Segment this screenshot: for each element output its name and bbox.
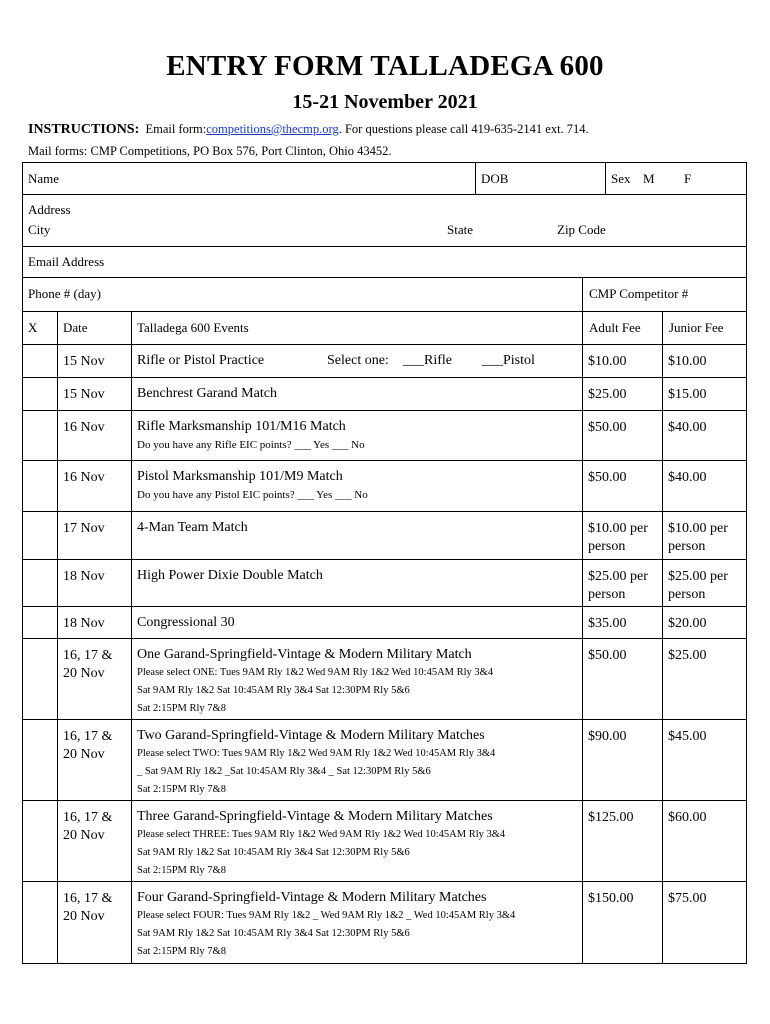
- junior-fee: $10.00: [668, 354, 707, 369]
- pistol-option[interactable]: ___Pistol: [482, 353, 535, 368]
- event-select-checkbox[interactable]: [23, 801, 57, 881]
- event-date-cell: [57, 345, 131, 377]
- event-date: 16, 17 & 20 Nov: [63, 729, 113, 762]
- event-select-checkbox[interactable]: [23, 378, 57, 410]
- junior-fee: $40.00: [668, 420, 707, 435]
- event-date: 16, 17 & 20 Nov: [63, 891, 113, 924]
- adult-fee: $35.00: [588, 616, 627, 631]
- address-label: Address: [28, 202, 71, 217]
- header-x: [23, 312, 57, 344]
- event-date-cell: [57, 411, 131, 460]
- event-title: 4-Man Team Match: [137, 520, 248, 535]
- relay-options-line[interactable]: Sat 2:15PM Rly 7&8: [137, 865, 226, 876]
- event-row: [22, 720, 747, 801]
- header-events-label: Talladega 600 Events: [137, 320, 249, 335]
- name-row: [22, 162, 747, 195]
- header-date-label: Date: [63, 320, 88, 335]
- event-name-cell: [131, 882, 582, 963]
- event-date-cell: [57, 378, 131, 410]
- event-title: Rifle Marksmanship 101/M16 Match: [137, 419, 346, 434]
- event-name-cell: [131, 639, 582, 719]
- event-date: 18 Nov: [63, 569, 105, 584]
- adult-fee-cell: [582, 882, 662, 963]
- event-row: [22, 411, 747, 461]
- junior-fee: $40.00: [668, 470, 707, 485]
- junior-fee: $25.00 per person: [668, 569, 728, 602]
- header-adult-fee-label: Adult Fee: [589, 320, 641, 335]
- form-dates: 15-21 November 2021: [292, 91, 478, 113]
- event-title: Three Garand-Springfield-Vintage & Modern Military Matches: [137, 809, 493, 824]
- adult-fee: $50.00: [588, 420, 627, 435]
- junior-fee-cell: [662, 378, 746, 410]
- adult-fee-cell: [582, 345, 662, 377]
- header-adult-fee: [582, 312, 662, 344]
- junior-fee: $25.00: [668, 648, 707, 663]
- junior-fee-cell: [662, 512, 746, 559]
- event-rows: [22, 345, 747, 964]
- junior-fee-cell: [662, 345, 746, 377]
- junior-fee-cell: [662, 720, 746, 800]
- event-row: [22, 461, 747, 512]
- adult-fee: $150.00: [588, 891, 634, 906]
- eic-question[interactable]: Do you have any Rifle EIC points? ___ Yes ___ No: [137, 439, 365, 451]
- junior-fee-cell: [662, 801, 746, 881]
- adult-fee-cell: [582, 801, 662, 881]
- event-date: 16, 17 & 20 Nov: [63, 648, 113, 681]
- relay-options-line[interactable]: Sat 9AM Rly 1&2 Sat 10:45AM Rly 3&4 Sat 12:30PM Rly 5&6: [137, 847, 410, 858]
- adult-fee: $50.00: [588, 648, 627, 663]
- zip-label: Zip Code: [557, 222, 606, 237]
- state-label: State: [447, 222, 473, 237]
- event-row: [22, 378, 747, 411]
- junior-fee-cell: [662, 882, 746, 963]
- event-row: [22, 607, 747, 639]
- email-prefix: Email form:: [145, 122, 207, 136]
- event-title: Rifle or Pistol Practice: [137, 353, 265, 368]
- adult-fee: $25.00: [588, 387, 627, 402]
- event-title: Benchrest Garand Match: [137, 386, 277, 401]
- event-select-checkbox[interactable]: [23, 461, 57, 511]
- junior-fee: $75.00: [668, 891, 707, 906]
- event-date-cell: [57, 882, 131, 963]
- instructions-label: INSTRUCTIONS:: [28, 122, 140, 137]
- event-title: Congressional 30: [137, 615, 235, 630]
- event-name-cell: [131, 560, 582, 606]
- adult-fee-cell: [582, 720, 662, 800]
- relay-options-line[interactable]: Sat 2:15PM Rly 7&8: [137, 703, 226, 714]
- city-label: City: [28, 222, 51, 237]
- event-date: 18 Nov: [63, 616, 105, 631]
- relay-options-line[interactable]: Please select FOUR: Tues 9AM Rly 1&2 _ Wed 9AM Rly 1&2 _ Wed 10:45AM Rly 3&4: [137, 910, 516, 921]
- instructions-phone: . For questions please call 419-635-2141 ext. 714.: [338, 122, 589, 136]
- dob-field[interactable]: [475, 163, 605, 194]
- entry-form: [22, 162, 747, 964]
- relay-options-line[interactable]: Sat 2:15PM Rly 7&8: [137, 946, 226, 957]
- sex-label: Sex: [611, 171, 631, 186]
- email-row[interactable]: [22, 247, 747, 278]
- event-date-cell: [57, 560, 131, 606]
- event-date: 17 Nov: [63, 521, 105, 536]
- event-row: [22, 882, 747, 964]
- adult-fee: $25.00 per person: [588, 569, 648, 602]
- cmp-number-field[interactable]: [582, 278, 746, 311]
- event-select-checkbox[interactable]: [23, 639, 57, 719]
- adult-fee: $90.00: [588, 729, 627, 744]
- event-date: 16 Nov: [63, 420, 105, 435]
- junior-fee-cell: [662, 411, 746, 460]
- event-name-cell: [131, 720, 582, 800]
- junior-fee-cell: [662, 461, 746, 511]
- adult-fee: $125.00: [588, 810, 634, 825]
- event-title: One Garand-Springfield-Vintage & Modern Military Match: [137, 647, 472, 662]
- header-x-label: X: [28, 320, 38, 335]
- event-name-cell: [131, 345, 582, 377]
- junior-fee-cell: [662, 639, 746, 719]
- event-name-cell: [131, 607, 582, 638]
- event-select-prompt: Select one:: [327, 353, 389, 368]
- adult-fee: $10.00 per person: [588, 521, 648, 554]
- junior-fee: $10.00 per person: [668, 521, 728, 554]
- event-date-cell: [57, 607, 131, 638]
- relay-options-line[interactable]: Sat 9AM Rly 1&2 Sat 10:45AM Rly 3&4 Sat 12:30PM Rly 5&6: [137, 685, 410, 696]
- event-row: [22, 512, 747, 560]
- adult-fee-cell: [582, 378, 662, 410]
- adult-fee-cell: [582, 461, 662, 511]
- phone-field[interactable]: [23, 278, 582, 311]
- event-title: Pistol Marksmanship 101/M9 Match: [137, 469, 343, 484]
- name-label: Name: [28, 171, 60, 186]
- name-field[interactable]: [23, 163, 475, 194]
- relay-options-line[interactable]: Sat 9AM Rly 1&2 Sat 10:45AM Rly 3&4 Sat 12:30PM Rly 5&6: [137, 928, 410, 939]
- event-select-checkbox[interactable]: [23, 512, 57, 559]
- instructions-line: [28, 122, 589, 138]
- event-name-cell: [131, 411, 582, 460]
- junior-fee: $60.00: [668, 810, 707, 825]
- event-date-cell: [57, 461, 131, 511]
- event-name-cell: [131, 378, 582, 410]
- relay-options-line[interactable]: Please select THREE: Tues 9AM Rly 1&2 Wed 9AM Rly 1&2 Wed 10:45AM Rly 3&4: [137, 829, 506, 840]
- adult-fee-cell: [582, 560, 662, 606]
- event-title: Two Garand-Springfield-Vintage & Modern Military Matches: [137, 728, 485, 743]
- sex-field[interactable]: [605, 163, 746, 194]
- relay-options-line[interactable]: Sat 2:15PM Rly 7&8: [137, 784, 226, 795]
- event-title: High Power Dixie Double Match: [137, 568, 323, 583]
- event-select-checkbox[interactable]: [23, 560, 57, 606]
- rifle-option[interactable]: ___Rifle: [403, 353, 452, 368]
- junior-fee-cell: [662, 560, 746, 606]
- event-date: 15 Nov: [63, 354, 105, 369]
- event-date-cell: [57, 639, 131, 719]
- event-date-cell: [57, 801, 131, 881]
- email-address-label: Email Address: [28, 254, 105, 269]
- header-junior-fee: [662, 312, 746, 344]
- email-link[interactable]: competitions@thecmp.org: [206, 122, 339, 136]
- junior-fee: $20.00: [668, 616, 707, 631]
- event-row: [22, 639, 747, 720]
- header-date: [57, 312, 131, 344]
- event-date: 16 Nov: [63, 470, 105, 485]
- phone-row: [22, 278, 747, 312]
- relay-options-line[interactable]: Please select TWO: Tues 9AM Rly 1&2 Wed 9AM Rly 1&2 Wed 10:45AM Rly 3&4: [137, 748, 496, 759]
- event-row: [22, 345, 747, 378]
- event-row: [22, 801, 747, 882]
- eic-question[interactable]: Do you have any Pistol EIC points? ___ Yes ___ No: [137, 489, 368, 501]
- adult-fee-cell: [582, 512, 662, 559]
- phone-label: Phone # (day): [28, 286, 101, 301]
- cmp-number-label: CMP Competitor #: [589, 286, 689, 301]
- junior-fee: $45.00: [668, 729, 707, 744]
- event-select-checkbox[interactable]: [23, 607, 57, 638]
- adult-fee: $50.00: [588, 470, 627, 485]
- sex-option-m[interactable]: M: [643, 171, 655, 186]
- event-row: [22, 560, 747, 607]
- header-junior-fee-label: Junior Fee: [669, 320, 724, 335]
- dob-label: DOB: [481, 171, 509, 186]
- junior-fee-cell: [662, 607, 746, 638]
- events-table-header: [22, 312, 747, 345]
- adult-fee-cell: [582, 607, 662, 638]
- mail-instructions: Mail forms: CMP Competitions, PO Box 576, Port Clinton, Ohio 43452.: [28, 144, 392, 158]
- sex-option-f[interactable]: F: [684, 171, 692, 186]
- adult-fee: $10.00: [588, 354, 627, 369]
- adult-fee-cell: [582, 411, 662, 460]
- event-date-cell: [57, 512, 131, 559]
- address-row[interactable]: [22, 195, 747, 247]
- event-name-cell: [131, 801, 582, 881]
- event-select-checkbox[interactable]: [23, 411, 57, 460]
- adult-fee-cell: [582, 639, 662, 719]
- event-date: 15 Nov: [63, 387, 105, 402]
- event-date-cell: [57, 720, 131, 800]
- relay-options-line[interactable]: _ Sat 9AM Rly 1&2 _Sat 10:45AM Rly 3&4 _ Sat 12:30PM Rly 5&6: [137, 766, 431, 777]
- relay-options-line[interactable]: Please select ONE: Tues 9AM Rly 1&2 Wed 9AM Rly 1&2 Wed 10:45AM Rly 3&4: [137, 667, 494, 678]
- event-select-checkbox[interactable]: [23, 720, 57, 800]
- header-events: [131, 312, 582, 344]
- event-date: 16, 17 & 20 Nov: [63, 810, 113, 843]
- event-name-cell: [131, 512, 582, 559]
- junior-fee: $15.00: [668, 387, 707, 402]
- event-select-checkbox[interactable]: [23, 345, 57, 377]
- form-title: ENTRY FORM TALLADEGA 600: [166, 50, 604, 82]
- event-select-checkbox[interactable]: [23, 882, 57, 963]
- event-title: Four Garand-Springfield-Vintage & Modern Military Matches: [137, 890, 487, 905]
- event-name-cell: [131, 461, 582, 511]
